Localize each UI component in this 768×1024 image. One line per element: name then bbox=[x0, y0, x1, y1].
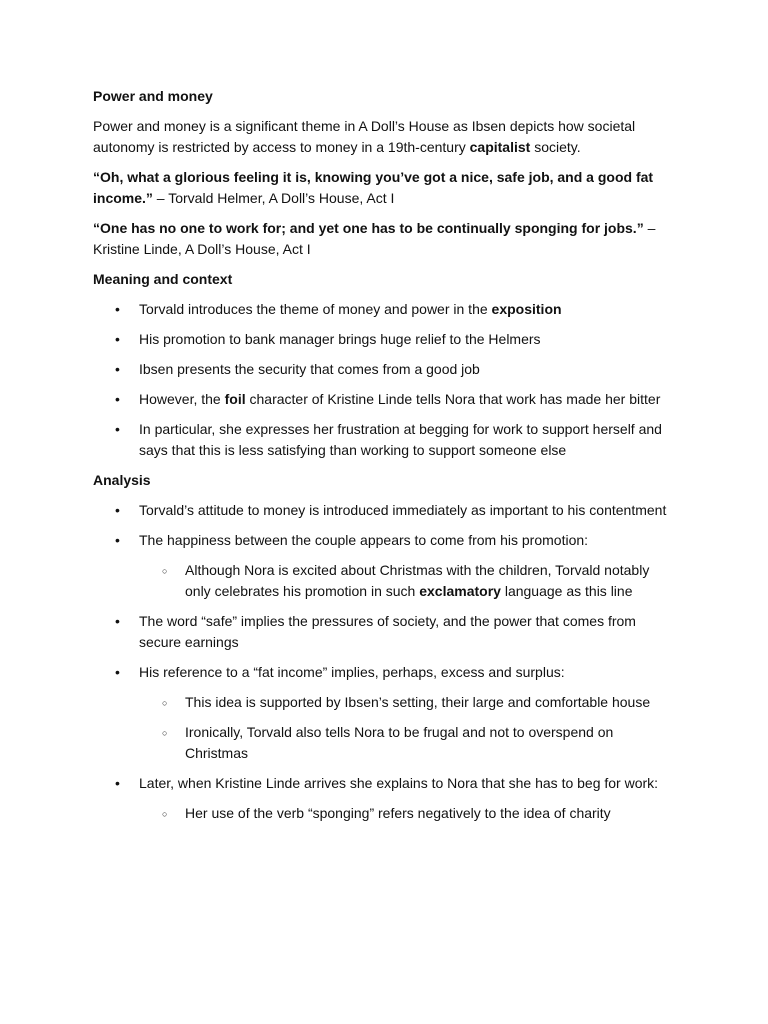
list-item: • His promotion to bank manager brings huge relief to the Helmers bbox=[93, 329, 678, 350]
list-item-text: The happiness between the couple appears to come from his promotion: bbox=[139, 532, 589, 548]
intro-paragraph bbox=[93, 116, 678, 158]
bold-term-capitalist: capitalist bbox=[469, 139, 531, 155]
section-heading-meaning-and-context: Meaning and context bbox=[93, 271, 233, 287]
sub-list bbox=[139, 560, 678, 602]
list-item-text: language as this line bbox=[500, 583, 633, 599]
quote-text: “Oh, what a glorious feeling it is, knowing you’ve got a nice, safe job, and a good fat income.” bbox=[93, 169, 654, 206]
meaning-bullet-list bbox=[93, 299, 678, 461]
bold-term-exclamatory: exclamatory bbox=[419, 583, 501, 599]
list-item-text: Torvald introduces the theme of money and power in the bbox=[139, 301, 492, 317]
list-item-text: character of Kristine Linde tells Nora that work has made her bitter bbox=[245, 391, 661, 407]
quote-kristine bbox=[93, 218, 678, 260]
section-heading-power-and-money: Power and money bbox=[93, 88, 213, 104]
sub-list-item: ○ Her use of the verb “sponging” refers negatively to the idea of charity bbox=[139, 803, 678, 824]
quote-text: “One has no one to work for; and yet one has to be continually sponging for jobs.” bbox=[93, 220, 644, 236]
sub-list bbox=[139, 692, 678, 764]
quote-source: – Torvald Helmer, A Doll’s House, Act I bbox=[152, 190, 395, 206]
quote-torvald bbox=[93, 167, 678, 209]
section-heading-analysis: Analysis bbox=[93, 472, 151, 488]
list-item: • Ibsen presents the security that comes from a good job bbox=[93, 359, 678, 380]
list-item-text: His reference to a “fat income” implies, perhaps, excess and surplus: bbox=[139, 664, 565, 680]
list-item bbox=[93, 662, 678, 764]
bold-term-exposition: exposition bbox=[491, 301, 562, 317]
list-item-text: However, the bbox=[139, 391, 225, 407]
list-item: • The word “safe” implies the pressures of society, and the power that comes from secure earnings bbox=[93, 611, 678, 653]
list-item bbox=[93, 389, 678, 410]
intro-text-end: society. bbox=[530, 139, 581, 155]
bold-term-foil: foil bbox=[224, 391, 246, 407]
list-item: • In particular, she expresses her frustration at begging for work to support herself and says that this is less satisfying than working to support someone else bbox=[93, 419, 678, 461]
list-item-text: Although Nora is excited about Christmas with the children, Torvald notably only celebrates his promotion in such bbox=[185, 562, 650, 599]
sub-list-item: ○ This idea is supported by Ibsen’s setting, their large and comfortable house bbox=[139, 692, 678, 713]
analysis-bullet-list bbox=[93, 500, 678, 824]
quote-source: – Kristine Linde, A Doll’s House, Act I bbox=[93, 220, 656, 257]
document-page bbox=[93, 86, 678, 833]
intro-text: Power and money is a significant theme in A Doll’s House as Ibsen depicts how societal autonomy is restricted by access to money in a 19th-century bbox=[93, 118, 636, 155]
sub-list-item bbox=[139, 560, 678, 602]
sub-list-item: ○ Ironically, Torvald also tells Nora to be frugal and not to overspend on Christmas bbox=[139, 722, 678, 764]
list-item-text: Later, when Kristine Linde arrives she explains to Nora that she has to beg for work: bbox=[139, 775, 659, 791]
list-item: • Torvald’s attitude to money is introduced immediately as important to his contentment bbox=[93, 500, 678, 521]
sub-list bbox=[139, 803, 678, 824]
list-item bbox=[93, 299, 678, 320]
list-item bbox=[93, 773, 678, 824]
list-item bbox=[93, 530, 678, 602]
